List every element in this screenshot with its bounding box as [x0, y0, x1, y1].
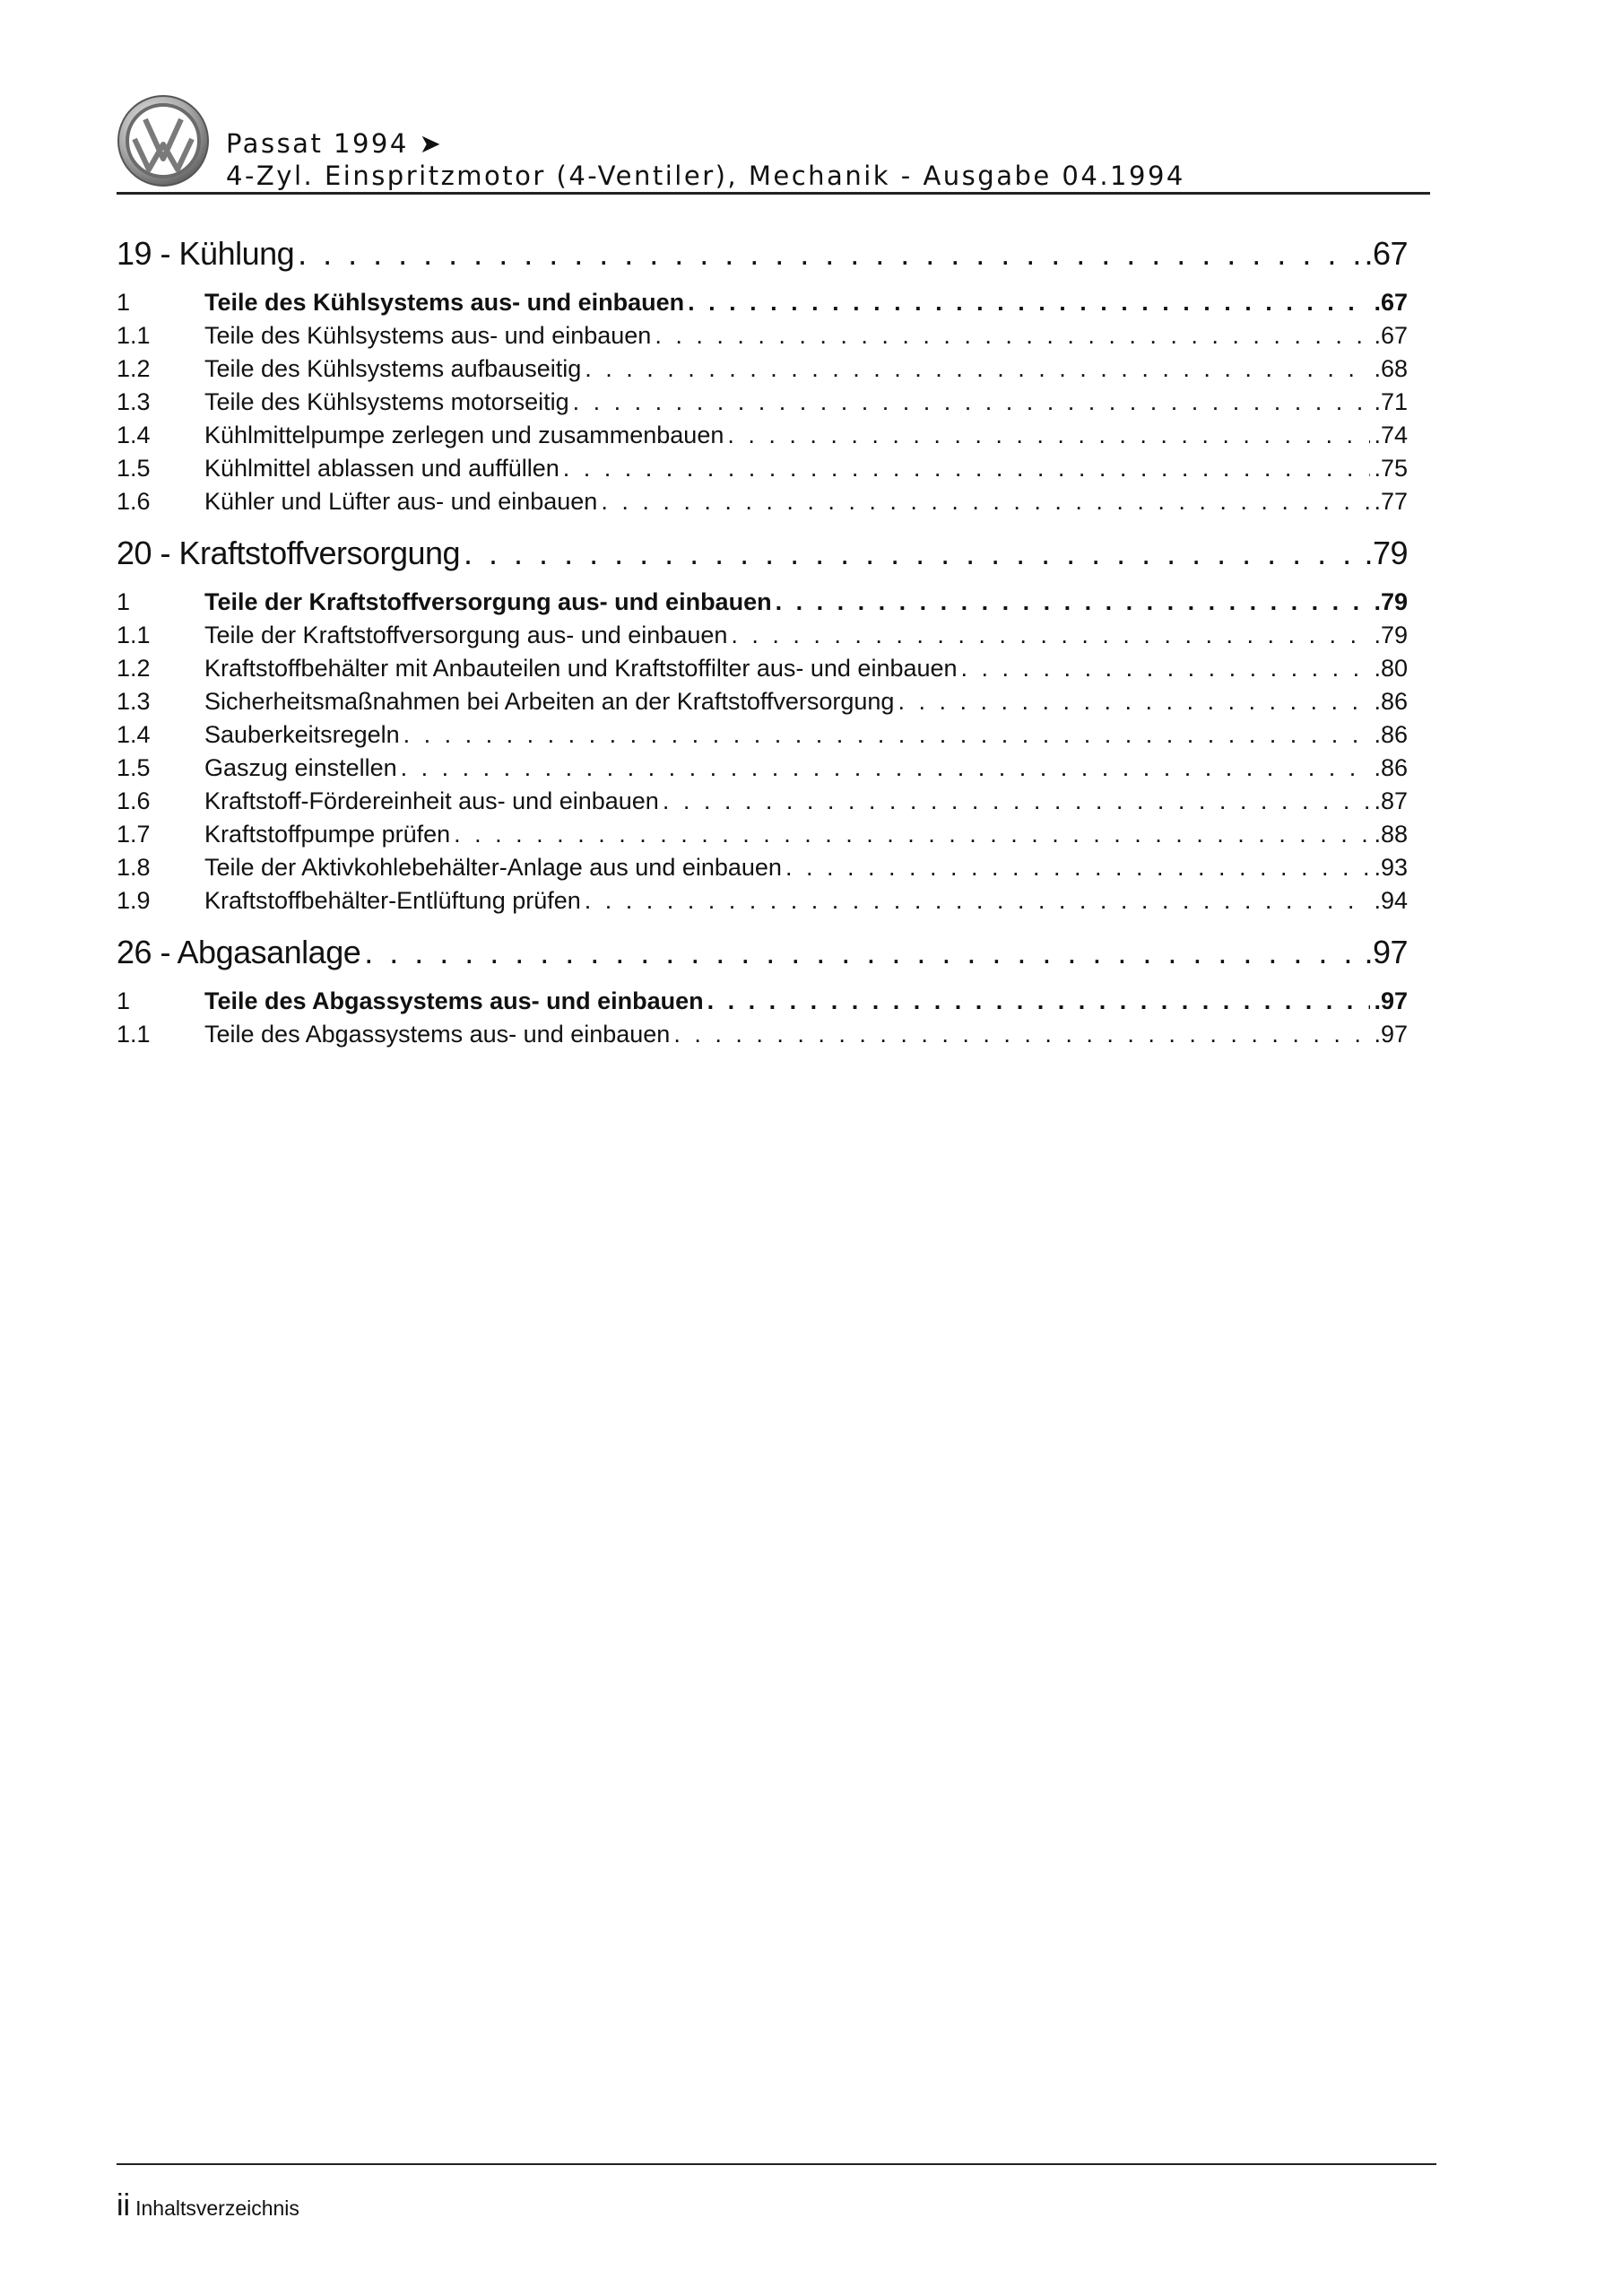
toc-entry-page: .74 — [1374, 422, 1408, 448]
toc-entry[interactable] — [117, 821, 1408, 854]
toc-leader — [776, 588, 1371, 616]
toc-entry-title: Kühlmittel ablassen und auffüllen — [204, 455, 559, 482]
toc-leader — [585, 355, 1370, 383]
toc-entry-page: .93 — [1374, 854, 1408, 881]
header-rule — [117, 192, 1430, 195]
toc-entry[interactable] — [117, 322, 1408, 355]
toc-entry[interactable] — [117, 422, 1408, 455]
toc-entry-title: Kraftstoffbehälter-Entlüftung prüfen — [204, 887, 581, 914]
toc-entry-page: .94 — [1374, 887, 1408, 914]
toc-entry[interactable] — [117, 455, 1408, 488]
toc-section-page: .67 — [1364, 235, 1408, 272]
footer-label: Inhaltsverzeichnis — [135, 2196, 299, 2220]
toc-entry-number: 1.3 — [117, 388, 151, 415]
toc-leader — [403, 721, 1371, 749]
toc-entry[interactable] — [117, 388, 1408, 422]
toc-entry[interactable] — [117, 289, 1408, 322]
toc-entry-page: .71 — [1374, 388, 1408, 415]
toc-entry-title: Teile der Kraftstoffversorgung aus- und einbauen — [204, 622, 728, 648]
toc-entry[interactable] — [117, 787, 1408, 821]
toc-entry-page: .80 — [1374, 655, 1408, 682]
toc-entry-title: Teile des Kühlsystems aus- und einbauen — [204, 322, 652, 349]
toc-section-page: .79 — [1364, 535, 1408, 571]
toc-entry[interactable] — [117, 854, 1408, 887]
toc-section-page: .97 — [1364, 934, 1408, 970]
toc-entry-number: 1.1 — [117, 622, 151, 648]
toc-leader — [364, 934, 1360, 971]
toc-entry-title: Teile des Kühlsystems aus- und einbauen — [204, 289, 685, 316]
toc-entry-title: Kraftstoffbehälter mit Anbauteilen und Kraftstoffilter aus- und einbauen — [204, 655, 958, 682]
toc-section-title: 20 - Kraftstoffversorgung — [117, 535, 461, 571]
toc-leader — [727, 422, 1370, 449]
toc-entry-title: Teile der Kraftstoffversorgung aus- und einbauen — [204, 588, 772, 615]
toc-entry-page: .86 — [1374, 754, 1408, 781]
toc-entry-number: 1.7 — [117, 821, 151, 848]
toc-entry-number: 1.4 — [117, 422, 151, 448]
footer-rule — [117, 2163, 1436, 2165]
toc-entry-number: 1.5 — [117, 754, 151, 781]
toc-entry-page: .97 — [1374, 987, 1408, 1014]
toc-entry-number: 1.6 — [117, 787, 151, 814]
toc-entry[interactable] — [117, 721, 1408, 754]
toc-entry-number: 1 — [117, 588, 131, 615]
toc-entry-page: .79 — [1374, 588, 1408, 615]
toc-entry-page: .97 — [1374, 1021, 1408, 1048]
header-subtitle: 4-Zyl. Einspritzmotor (4-Ventiler), Mechanik - Ausgabe 04.1994 — [226, 161, 1185, 191]
toc-entry-page: .68 — [1374, 355, 1408, 382]
toc-leader — [573, 388, 1371, 416]
toc-entry-number: 1.8 — [117, 854, 151, 881]
toc-entry-page: .79 — [1374, 622, 1408, 648]
toc-entry[interactable] — [117, 688, 1408, 721]
table-of-contents — [117, 235, 1408, 1054]
toc-leader — [563, 455, 1371, 483]
toc-leader — [707, 987, 1371, 1015]
toc-leader — [601, 488, 1370, 516]
page-footer — [117, 2163, 1436, 2223]
toc-entry-title: Kraftstoff-Fördereinheit aus- und einbauen — [204, 787, 659, 814]
toc-entry-title: Gaszug einstellen — [204, 754, 397, 781]
toc-entry[interactable] — [117, 622, 1408, 655]
toc-entry-number: 1.1 — [117, 322, 151, 349]
toc-entry-page: .67 — [1374, 289, 1408, 316]
toc-entry-page: .86 — [1374, 688, 1408, 715]
toc-entry-number: 1.9 — [117, 887, 151, 914]
toc-entry[interactable] — [117, 1021, 1408, 1054]
vw-logo-icon — [117, 94, 210, 187]
toc-leader — [663, 787, 1371, 815]
header-model: Passat 1994 ➤ — [226, 128, 444, 159]
toc-leader — [464, 535, 1360, 572]
toc-entry-page: .67 — [1374, 322, 1408, 349]
toc-section-heading[interactable] — [117, 535, 1408, 588]
toc-entry[interactable] — [117, 488, 1408, 521]
toc-entry-title: Kühler und Lüfter aus- und einbauen — [204, 488, 598, 515]
toc-entry[interactable] — [117, 355, 1408, 388]
toc-entry-number: 1.2 — [117, 355, 151, 382]
toc-entry[interactable] — [117, 754, 1408, 787]
page-header — [117, 90, 1444, 196]
toc-leader — [298, 235, 1360, 273]
toc-entry-page: .86 — [1374, 721, 1408, 748]
toc-entry-number: 1.4 — [117, 721, 151, 748]
toc-entry-title: Sicherheitsmaßnahmen bei Arbeiten an der Kraftstoffversorgung — [204, 688, 895, 715]
toc-leader — [673, 1021, 1370, 1048]
toc-entry-title: Teile des Kühlsystems motorseitig — [204, 388, 569, 415]
toc-entry-title: Teile des Abgassystems aus- und einbauen — [204, 987, 704, 1014]
toc-entry[interactable] — [117, 887, 1408, 920]
toc-leader — [898, 688, 1370, 716]
toc-entry-number: 1.5 — [117, 455, 151, 482]
toc-entry-title: Sauberkeitsregeln — [204, 721, 400, 748]
toc-section-heading[interactable] — [117, 235, 1408, 289]
toc-entry-number: 1.3 — [117, 688, 151, 715]
toc-entry-number: 1.2 — [117, 655, 151, 682]
toc-leader — [961, 655, 1371, 683]
toc-entry-title: Kühlmittelpumpe zerlegen und zusammenbauen — [204, 422, 724, 448]
toc-entry-number: 1 — [117, 987, 131, 1014]
toc-entry-number: 1.6 — [117, 488, 151, 515]
toc-entry-title: Kraftstoffpumpe prüfen — [204, 821, 451, 848]
toc-leader — [585, 887, 1371, 915]
toc-entry-title: Teile der Aktivkohlebehälter-Anlage aus und einbauen — [204, 854, 782, 881]
toc-entry-page: .77 — [1374, 488, 1408, 515]
toc-section-title: 26 - Abgasanlage — [117, 934, 361, 970]
toc-entry[interactable] — [117, 588, 1408, 622]
toc-section-title: 19 - Kühlung — [117, 235, 295, 272]
toc-section-heading[interactable] — [117, 934, 1408, 987]
toc-entry-title: Teile des Abgassystems aus- und einbauen — [204, 1021, 671, 1048]
toc-leader — [731, 622, 1370, 649]
toc-entry-number: 1.1 — [117, 1021, 151, 1048]
toc-entry-number: 1 — [117, 289, 131, 316]
toc-leader — [785, 854, 1371, 882]
toc-leader — [454, 821, 1370, 848]
toc-entry-title: Teile des Kühlsystems aufbauseitig — [204, 355, 582, 382]
page-number: ii — [117, 2188, 131, 2222]
toc-entry-page: .88 — [1374, 821, 1408, 848]
toc-entry[interactable] — [117, 655, 1408, 688]
toc-entry-page: .75 — [1374, 455, 1408, 482]
toc-entry[interactable] — [117, 987, 1408, 1021]
toc-leader — [401, 754, 1371, 782]
toc-entry-page: .87 — [1374, 787, 1408, 814]
toc-leader — [655, 322, 1370, 350]
toc-leader — [688, 289, 1370, 317]
